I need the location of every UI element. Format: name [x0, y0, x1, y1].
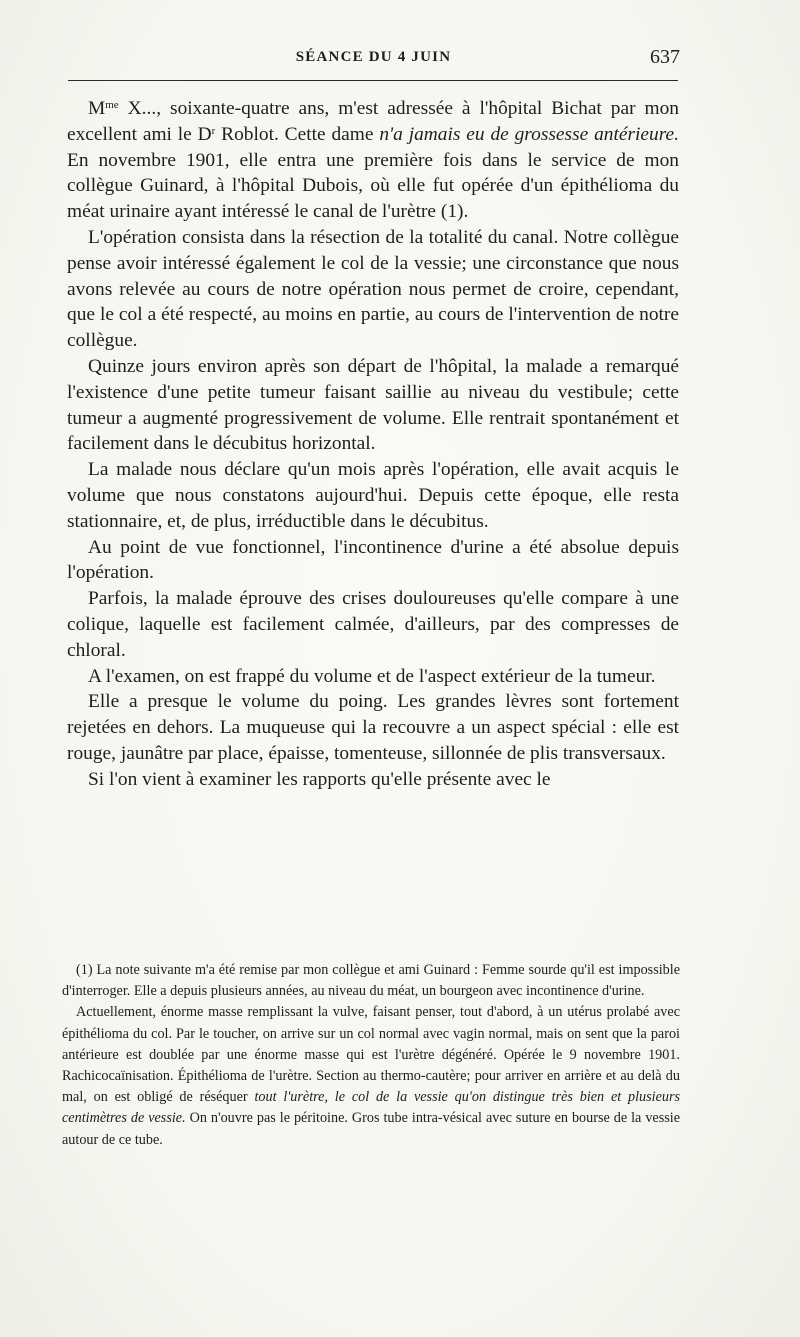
paragraph-6: Parfois, la malade éprouve des crises douloureuses qu'elle compare à une colique, laquelle est facilement calmée, d'ailleurs, par des compresses de chloral.: [67, 588, 679, 661]
paragraph-2: L'opération consista dans la résection de la totalité du canal. Notre collègue pense avoir intéressé également le col de la vessie; une circonstance que nous avons relevée au cours de notre opération nous permet de croire, cependant, que le col a été respecté, au moins en partie, au cours de l'intervention de notre collègue.: [67, 226, 679, 352]
paragraph-1: [67, 96, 679, 225]
footnote-1: (1) La note suivante m'a été remise par mon collègue et ami Guinard : Femme sourde qu'il est impossible d'interroger. Elle a depuis plusieurs années, au niveau du méat, un bourgeon avec incontinence d'urine.: [62, 962, 680, 1000]
honorific: M: [88, 98, 106, 119]
paragraph-1-text-b: Roblot. Cette dame: [215, 123, 380, 145]
page-header: [67, 46, 680, 74]
paragraph-5: Au point de vue fonctionnel, l'incontinence d'urine a été absolue depuis l'opération.: [67, 536, 679, 584]
paragraph-4: La malade nous déclare qu'un mois après l'opération, elle avait acquis le volume que nous constatons aujourd'hui. Depuis cette époque, elle resta stationnaire, et, de plus, irréductible dans le décubitus.: [67, 459, 679, 532]
paragraph-1-italic: n'a jamais eu de grossesse antérieure.: [379, 123, 679, 145]
paragraph-7: A l'examen, on est frappé du volume et de l'aspect extérieur de la tumeur.: [88, 665, 656, 687]
paragraph-9: Si l'on vient à examiner les rapports qu'elle présente avec le: [88, 768, 551, 790]
footnote-2-text-b: On n'ouvre pas le péritoine. Gros tube intra-vésical avec suture en bourse de la vessie autour de ce tube.: [62, 1110, 680, 1148]
footnote-2-italic: tout l'urètre, le col de la vessie qu'on distingue très bien et plusieurs centimètres de vessie.: [62, 1089, 681, 1127]
paragraph-1-text-a: X..., soixante-quatre ans, m'est adressée à l'hôpital Bichat par mon excellent ami le D: [67, 98, 679, 145]
paragraph-3: Quinze jours environ après son départ de l'hôpital, la malade a remarqué l'existence d'une petite tumeur faisant saillie au niveau du vestibule; cette tumeur a augmenté progressivement de volume. Elle rentrait spontanément et facilement dans le décubitus horizontal.: [67, 355, 679, 455]
footnote-2: [62, 1002, 680, 1150]
header-rule: [68, 80, 678, 81]
paragraph-8: Elle a presque le volume du poing. Les grandes lèvres sont fortement rejetées en dehors. La muqueuse qui la recouvre a un aspect spécial : elle est rouge, jaunâtre par place, épaisse, tomenteuse, sillonnée de plis transversaux.: [67, 691, 679, 764]
main-text: [67, 96, 679, 793]
footnote-2-text-a: Actuellement, énorme masse remplissant la vulve, faisant penser, tout d'abord, à un utérus prolabé avec épithélioma du col. Par le toucher, on arrive sur un col normal avec vagin normal, mais on sent que la paroi antérieure est doublée par une énorme masse qui est l'urètre dégénéré. Opérée le 9 novembre 1901. Rachicocaïnisation. Épithélioma de l'urètre. Section au thermo-cautère; pour arriver en arrière et au delà du mal, on est obligé de réséquer: [62, 1004, 680, 1106]
page-number: 637: [650, 46, 680, 68]
honorific-superscript: me: [105, 99, 119, 111]
footnotes: [62, 960, 680, 1151]
paragraph-1-text-c: En novembre 1901, elle entra une première fois dans le service de mon collègue Guinard, à l'hôpital Dubois, où elle fut opérée d'un épithélioma du méat urinaire ayant intéressé le canal de l'urètre (1).: [67, 149, 679, 223]
doctor-superscript: r: [211, 124, 216, 137]
running-title: SÉANCE DU 4 JUIN: [295, 49, 452, 65]
